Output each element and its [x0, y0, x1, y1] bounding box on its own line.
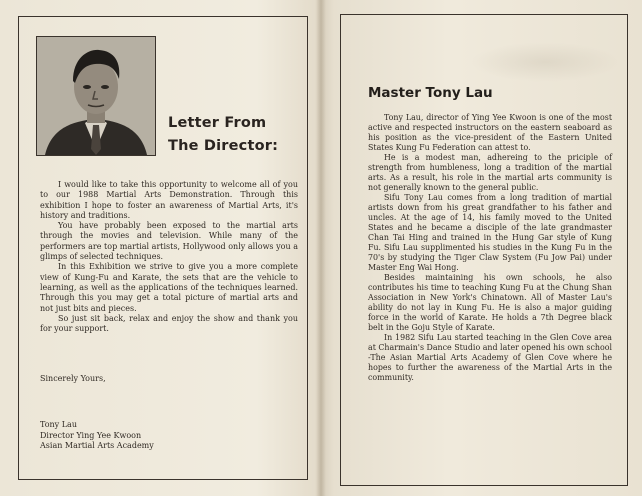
letter-signature [40, 420, 154, 452]
signature-title: Director Ying Yee Kwoon [40, 430, 142, 440]
signature-name: Tony Lau [40, 420, 77, 429]
bio-title: Master Tony Lau [368, 85, 493, 101]
bio-paragraph: Besides maintaining his own schools, he also contributes his time to teaching Kung Fu at the Chung Shan Association in New York's Chinatown. All of Master Lau's ability do not lay in Kung Fu. He is also a major guiding force in the world of Karate. He holds a 7th Degree black belt in the Goju Style of Karate. [368, 273, 612, 332]
letter-body [40, 180, 298, 334]
letter-paragraph: You have probably been exposed to the martial arts through the movies and television. While many of the performers are top martial artists, Hollywood only allows you a glimps of selected techniques. [40, 221, 298, 262]
letter-paragraph: I would like to take this opportunity to welcome all of you to our 1988 Martial Arts Demonstration. Through this exhibition I hope to foster an awareness of Martial Arts, it's history and traditions. [40, 180, 298, 220]
bio-body [368, 113, 612, 383]
signature-org: Asian Martial Arts Academy [40, 441, 154, 450]
letter-paragraph: So just sit back, relax and enjoy the show and thank you for your support. [40, 313, 298, 334]
letter-signoff: Sincerely Yours, [40, 374, 106, 383]
bleed-through-shadow [470, 42, 620, 82]
letter-title-line2: The Director: [168, 138, 279, 154]
portrait-image [37, 37, 155, 155]
letter-title [168, 112, 298, 158]
letter-paragraph: In this Exhibition we strive to give you a more complete view of Kung-Fu and Karate, the sets that are the vehicle to learning, as well as the applications of the techniques learned. Through this you may get a total picture of martial arts and not just bits and pieces. [40, 262, 298, 313]
bio-paragraph: Sifu Tony Lau comes from a long tradition of martial artists down from his great grandfather to his father and uncles. At the age of 14, his family moved to the United States and he became a disciple of the late grandmaster Chan Tai Hing and trained in the Hung Gar style of Kung Fu. Sifu Lau supplimented his studies in the Kung Fu in the 70's by studying the Tiger Claw System (Fu Jow Pai) under Master Eng Wai Hong. [368, 193, 612, 272]
director-portrait-photo [36, 36, 156, 156]
bio-paragraph: In 1982 Sifu Lau started teaching in the Glen Cove area at Charmain's Dance Studio and later opened his own school -The Asian Martial Arts Academy of Glen Cove where he hopes to further the awareness of the Martial Arts in the community. [368, 333, 613, 382]
letter-title-line1: Letter From [168, 115, 267, 131]
bio-paragraph: Tony Lau, director of Ying Yee Kwoon is one of the most active and respected instructors on the eastern seaboard as his position as the vice-president of the Eastern United States Kung Fu Federation can attest to. [368, 113, 612, 152]
bio-paragraph: He is a modest man, adhereing to the priciple of strength from humbleness, long a tradition of the martial arts. As a result, his role in the martial arts community is not generally known to the general public. [368, 153, 612, 192]
page-fold [316, 0, 326, 496]
